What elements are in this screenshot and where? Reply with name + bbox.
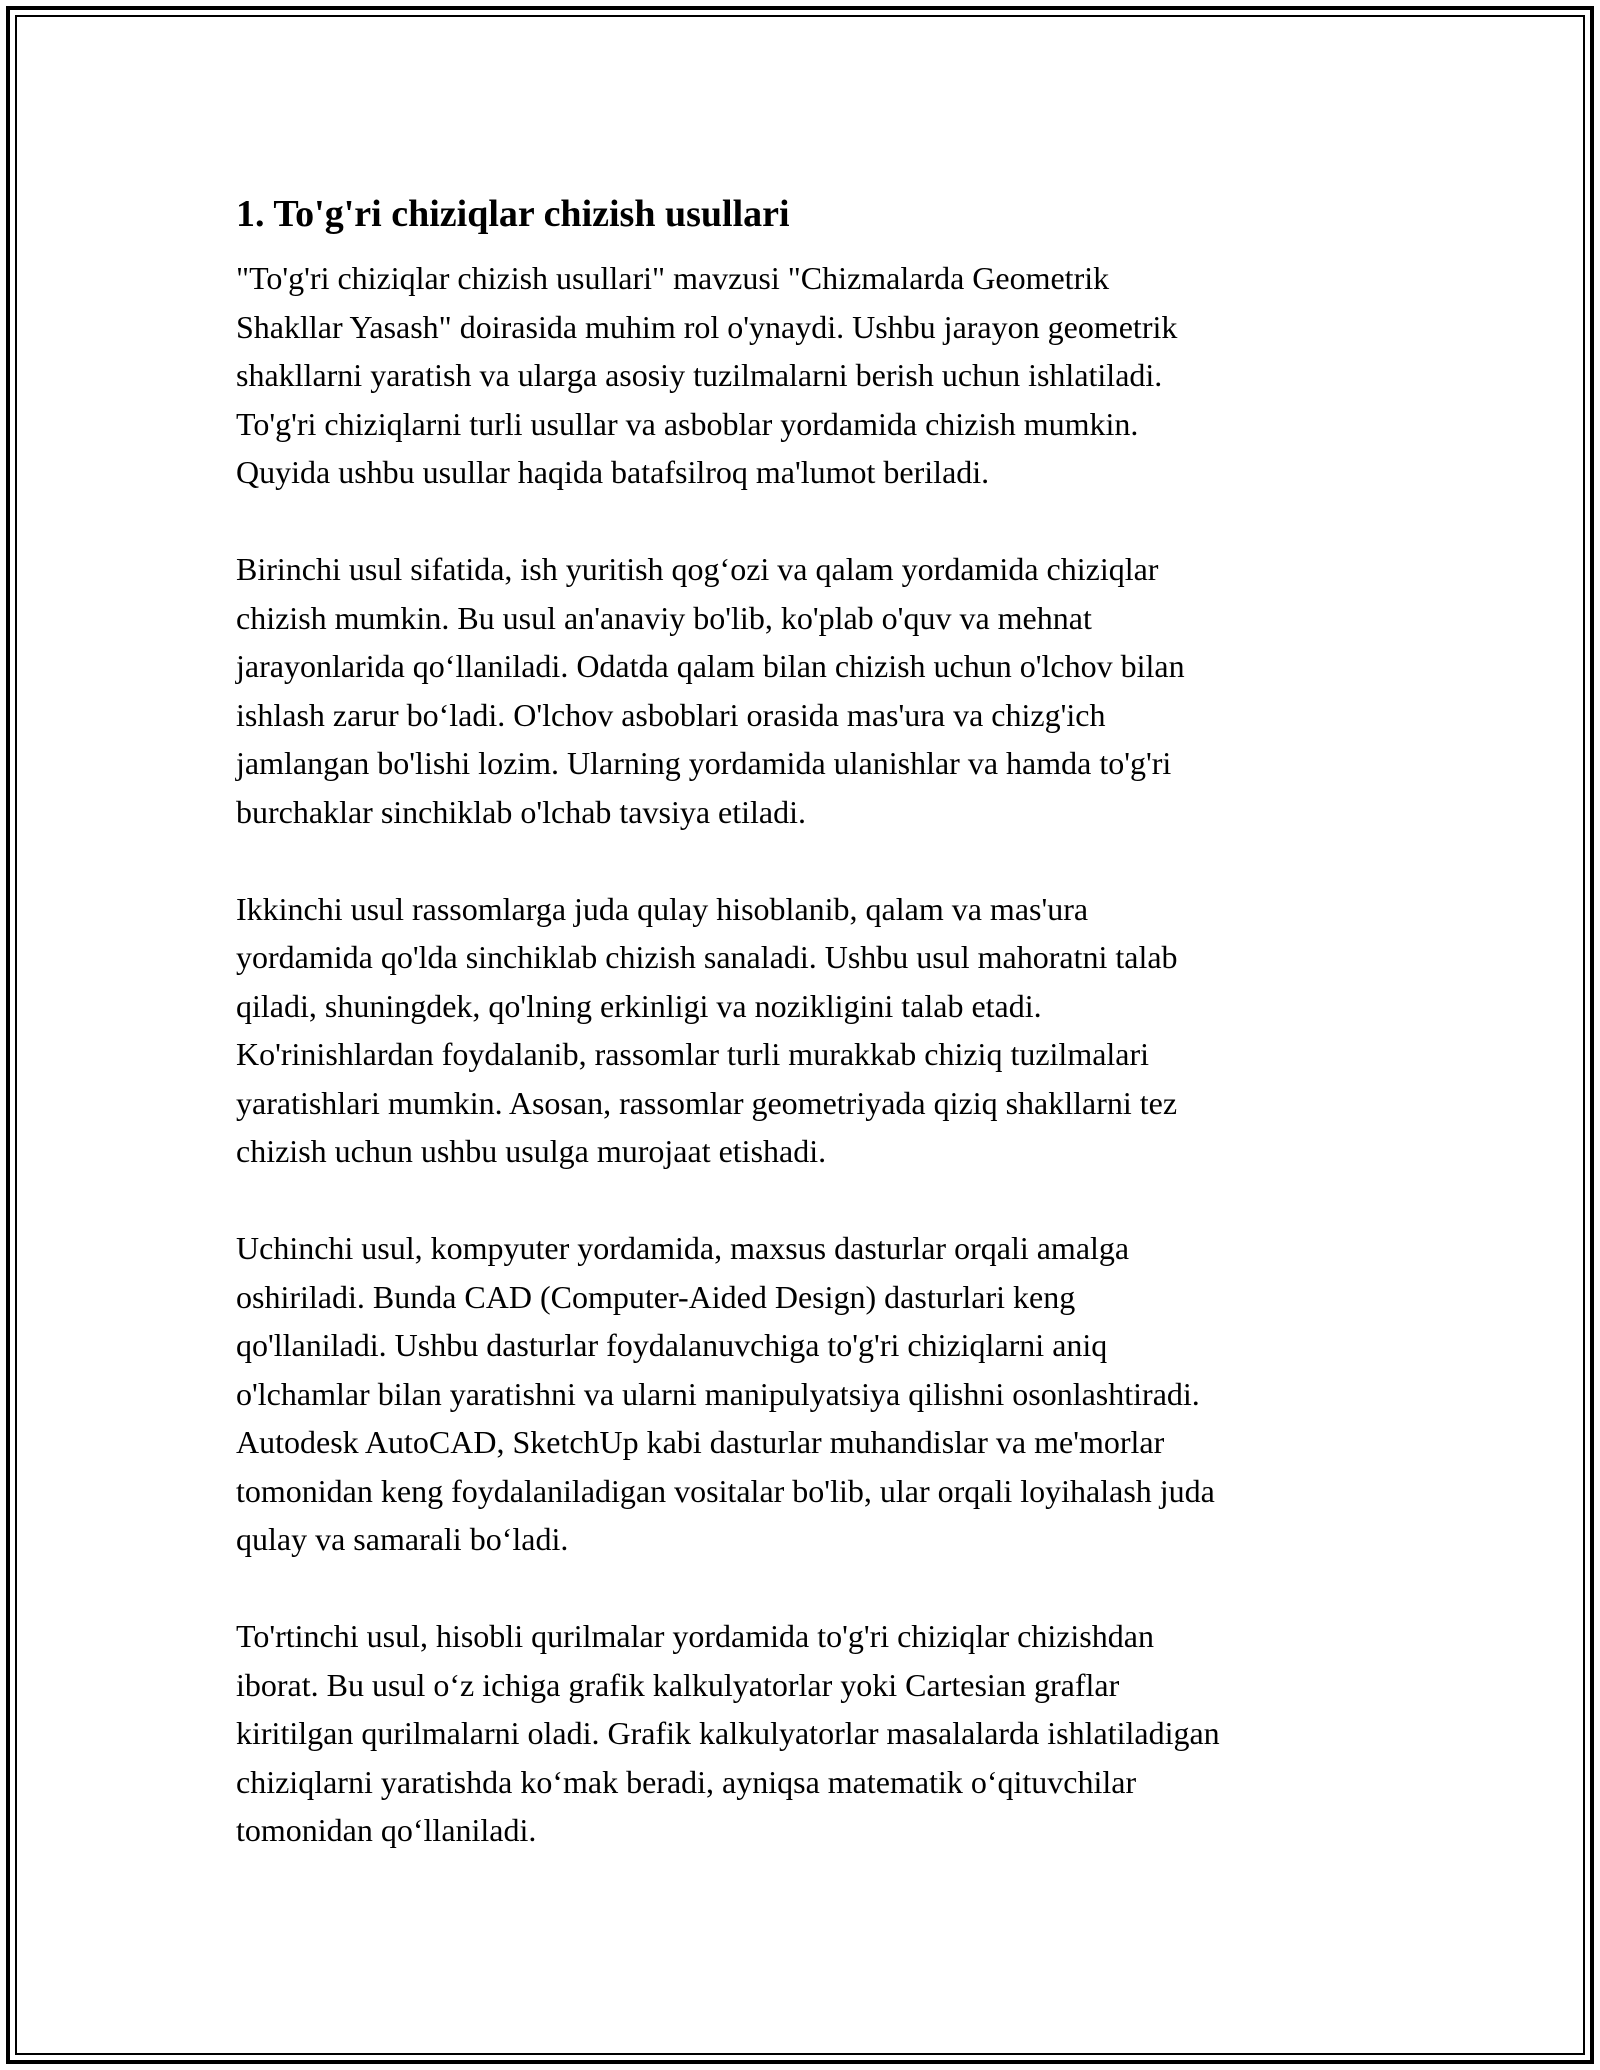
section-heading: 1. To'g'ri chiziqlar chizish usullari [236,193,790,235]
paragraph-intro: "To'g'ri chiziqlar chizish usullari" mavzusi "Chizmalarda Geometrik Shakllar Yasash" doirasida muhim rol o'ynaydi. Ushbu jarayon geometrik shakllarni yaratish va ularga asosiy tuzilmalarni berish uchun ishlatiladi. To'g'ri chiziqlarni turli usullar va asboblar yordamida chizish mumkin. Quyida ushbu usullar haqida batafsilroq ma'lumot beriladi. [236,260,1178,490]
paragraph-fourth-method: To'rtinchi usul, hisobli qurilmalar yordamida to'g'ri chiziqlar chizishdan iborat. Bu usul oʻz ichiga grafik kalkulyatorlar yoki Cartesian graflar kiritilgan qurilmalarni oladi. Grafik kalkulyatorlar masalalarda ishlatiladigan chiziqlarni yaratishda koʻmak beradi, ayniqsa matematik oʻqituvchilar tomonidan qoʻllaniladi. [236,1618,1220,1848]
paragraph-second-method: Ikkinchi usul rassomlarga juda qulay hisoblanib, qalam va mas'ura yordamida qo'lda sinchiklab chizish sanaladi. Ushbu usul mahoratni talab qiladi, shuningdek, qo'lning erkinligi va nozikligini talab etadi. Ko'rinishlardan foydalanib, rassomlar turli murakkab chiziq tuzilmalari yaratishlari mumkin. Asosan, rassomlar geometriyada qiziq shakllarni tez chizish uchun ushbu usulga murojaat etishadi. [236,890,1178,1169]
paragraph-third-method: Uchinchi usul, kompyuter yordamida, maxsus dasturlar orqali amalga oshiriladi. Bunda CAD (Computer-Aided Design) dasturlari keng qo'llaniladi. Ushbu dasturlar foydalanuvchiga to'g'ri chiziqlarni aniq o'lchamlar bilan yaratishni va ularni manipulyatsiya qilishni osonlashtiradi. Autodesk AutoCAD, SketchUp kabi dasturlar muhandislar va me'morlar tomonidan keng foydalaniladigan vositalar bo'lib, ular orqali loyihalash juda qulay va samarali boʻladi. [236,1230,1215,1557]
document-body [236,188,1376,1903]
paragraph-first-method: Birinchi usul sifatida, ish yuritish qogʻozi va qalam yordamida chiziqlar chizish mumkin. Bu usul an'anaviy bo'lib, ko'plab o'quv va mehnat jarayonlarida qoʻllaniladi. Odatda qalam bilan chizish uchun o'lchov bilan ishlash zarur boʻladi. O'lchov asboblari orasida mas'ura va chizg'ich jamlangan bo'lishi lozim. Ularning yordamida ulanishlar va hamda to'g'ri burchaklar sinchiklab o'lchab tavsiya etiladi. [236,551,1185,830]
